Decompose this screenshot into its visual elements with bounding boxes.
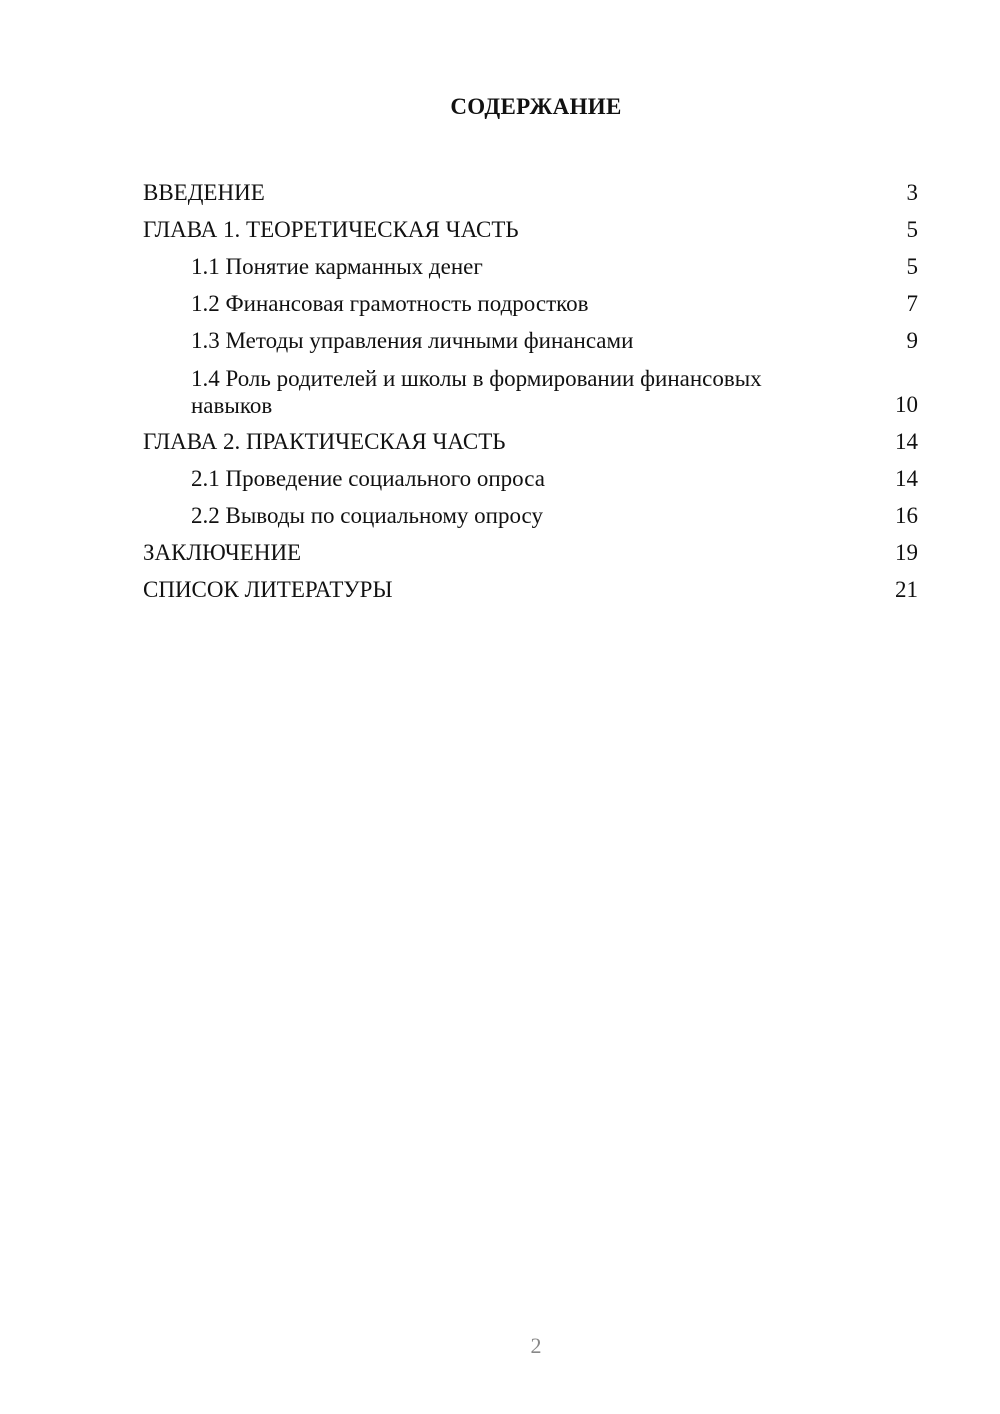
toc-entry-section-1-4[interactable] [143, 355, 918, 419]
toc-entry-section-1-1[interactable] [143, 244, 918, 281]
toc-entry-conclusion[interactable] [143, 530, 918, 567]
toc-entry-page: 21 [895, 577, 918, 602]
toc-entry-page: 9 [906, 328, 918, 353]
toc-entry-section-1-3[interactable] [143, 318, 918, 355]
toc-entry-label: 1.1 Понятие карманных денег [191, 254, 483, 279]
toc-entry-label: ЗАКЛЮЧЕНИЕ [143, 540, 302, 565]
toc-entry-page: 16 [895, 503, 918, 528]
toc-entry-introduction[interactable] [143, 170, 918, 207]
page-number: 2 [530, 1333, 542, 1358]
toc-entry-label: ГЛАВА 1. ТЕОРЕТИЧЕСКАЯ ЧАСТЬ [143, 217, 519, 242]
toc-entry-page: 7 [906, 291, 918, 316]
toc-entry-chapter-2[interactable] [143, 419, 918, 456]
page-title: СОДЕРЖАНИЕ [450, 94, 622, 119]
toc-entry-page: 14 [895, 429, 918, 454]
toc-entry-page: 19 [895, 540, 918, 565]
toc-entry-label: ГЛАВА 2. ПРАКТИЧЕСКАЯ ЧАСТЬ [143, 429, 506, 454]
toc-entry-label: 1.2 Финансовая грамотность подростков [191, 291, 589, 316]
toc-entry-label: 2.1 Проведение социального опроса [191, 466, 545, 491]
toc-entry-label: ВВЕДЕНИЕ [143, 180, 265, 205]
toc-entry-section-1-2[interactable] [143, 281, 918, 318]
toc-entry-references[interactable] [143, 567, 918, 604]
toc-entry-label: 1.3 Методы управления личными финансами [191, 328, 634, 353]
toc-entry-label: 1.4 Роль родителей и школы в формировании финансовых навыков [191, 366, 762, 418]
toc-entry-label: 2.2 Выводы по социальному опросу [191, 503, 543, 528]
toc-entry-chapter-1[interactable] [143, 207, 918, 244]
table-of-contents [143, 170, 918, 604]
toc-entry-page: 3 [906, 180, 918, 205]
toc-entry-section-2-1[interactable] [143, 456, 918, 493]
toc-entry-page: 5 [906, 254, 918, 279]
toc-entry-page: 14 [895, 466, 918, 491]
toc-entry-page: 5 [906, 217, 918, 242]
toc-entry-label: СПИСОК ЛИТЕРАТУРЫ [143, 577, 393, 602]
toc-entry-page: 10 [895, 392, 918, 417]
toc-entry-section-2-2[interactable] [143, 493, 918, 530]
